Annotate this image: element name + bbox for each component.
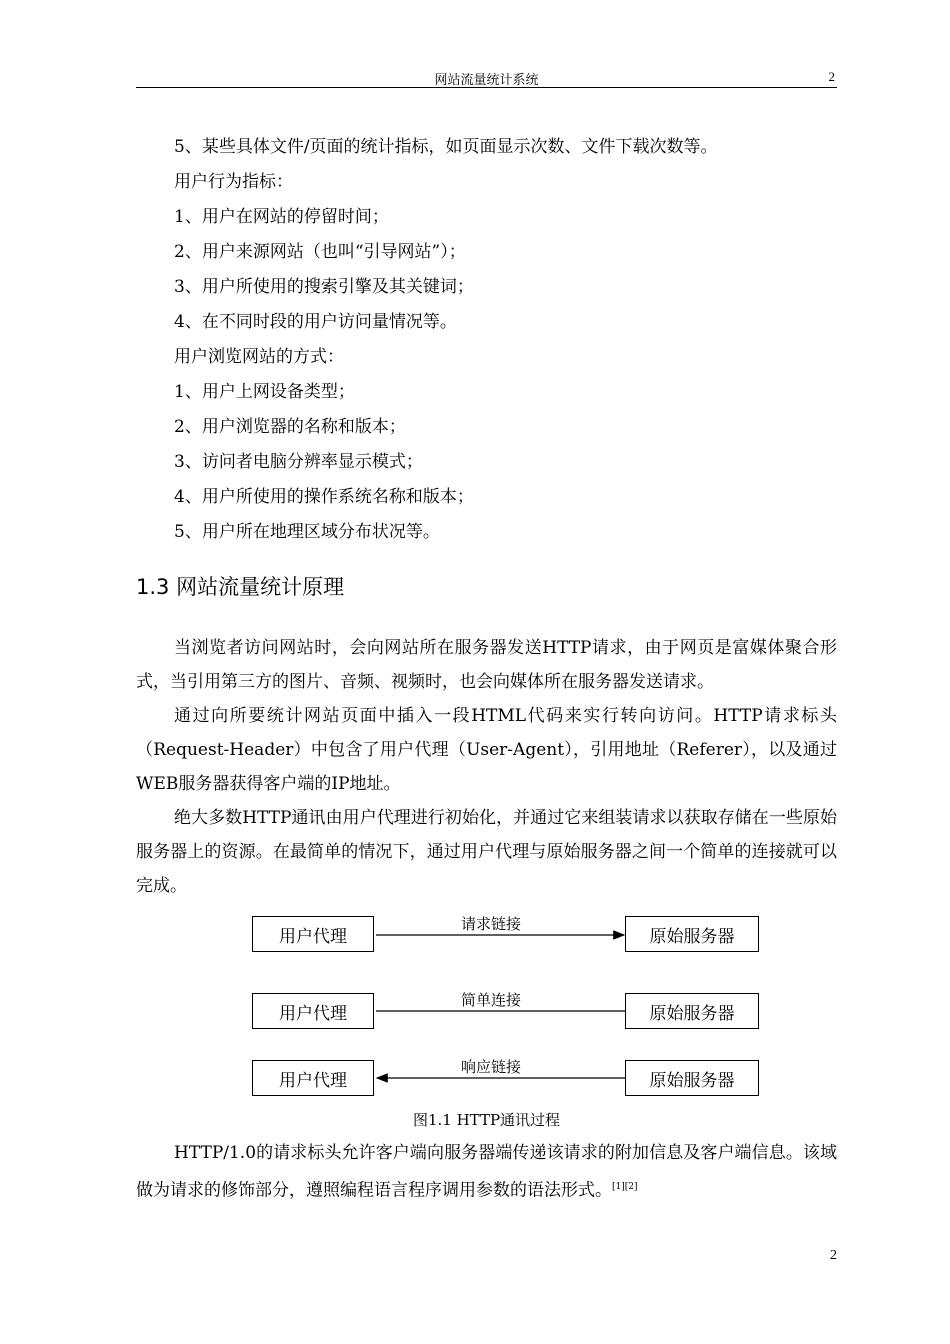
connector-label: 响应链接	[460, 1058, 521, 1076]
closing-paragraph	[136, 1136, 837, 1208]
list-line: 2、用户浏览器的名称和版本；	[174, 417, 406, 437]
connector-label: 请求链接	[460, 915, 521, 933]
section-heading: 1.3 网站流量统计原理	[136, 575, 345, 599]
figure-caption: 图1.1 HTTP通讯过程	[412, 1111, 561, 1129]
list-line: 3、用户所使用的搜索引擎及其关键词；	[174, 277, 474, 297]
list-line: 5、某些具体文件/页面的统计指标，如页面显示次数、文件下载次数等。	[174, 137, 718, 157]
list-line: 用户行为指标：	[174, 172, 293, 192]
footer-page-number: 2	[830, 1248, 837, 1263]
list-line: 4、用户所使用的操作系统名称和版本；	[174, 487, 474, 507]
header-title: 网站流量统计系统	[434, 73, 539, 88]
list-line: 1、用户在网站的停留时间；	[174, 207, 389, 227]
paragraph: 绝大多数HTTP通讯由用户代理进行初始化，并通过它来组装请求以获取存储在一些原始服务器上的资源。在最简单的情况下，通过用户代理与原始服务器之间一个简单的连接就可以完成。	[136, 808, 837, 896]
closing-section	[136, 1136, 837, 1208]
list-line: 4、在不同时段的用户访问量情况等。	[174, 312, 457, 332]
connector-label: 简单连接	[460, 991, 521, 1009]
citation: [1][2]	[612, 1182, 638, 1192]
list-line: 1、用户上网设备类型；	[174, 382, 355, 402]
paragraph: 当浏览者访问网站时，会向网站所在服务器发送HTTP请求，由于网页是富媒体聚合形式，当引用第三方的图片、音频、视频时，也会向媒体所在服务器发送请求。	[136, 638, 837, 692]
user-agent-box: 用户代理	[252, 916, 374, 952]
header-page-number: 2	[828, 69, 835, 84]
list-line: 5、用户所在地理区域分布状况等。	[174, 522, 440, 542]
closing-text: HTTP/1.0的请求标头允许客户端向服务器端传递该请求的附加信息及客户端信息。该域做为请求的修饰部分，遵照编程语言程序调用参数的语法形式。	[136, 1143, 837, 1201]
list-line: 3、访问者电脑分辨率显示模式；	[174, 452, 423, 472]
list-line: 2、用户来源网站（也叫“引导网站”）；	[174, 242, 466, 262]
user-agent-box: 用户代理	[252, 993, 374, 1029]
list-line: 用户浏览网站的方式：	[174, 347, 344, 367]
origin-server-box: 原始服务器	[625, 1060, 759, 1096]
user-agent-box: 用户代理	[252, 1060, 374, 1096]
paragraph: 通过向所要统计网站页面中插入一段HTML代码来实行转向访问。HTTP请求标头（Request-Header）中包含了用户代理（User-Agent），引用地址（Referer），以及通过WEB服务器获得客户端的IP地址。	[136, 706, 837, 794]
origin-server-box: 原始服务器	[625, 916, 759, 952]
origin-server-box: 原始服务器	[625, 993, 759, 1029]
